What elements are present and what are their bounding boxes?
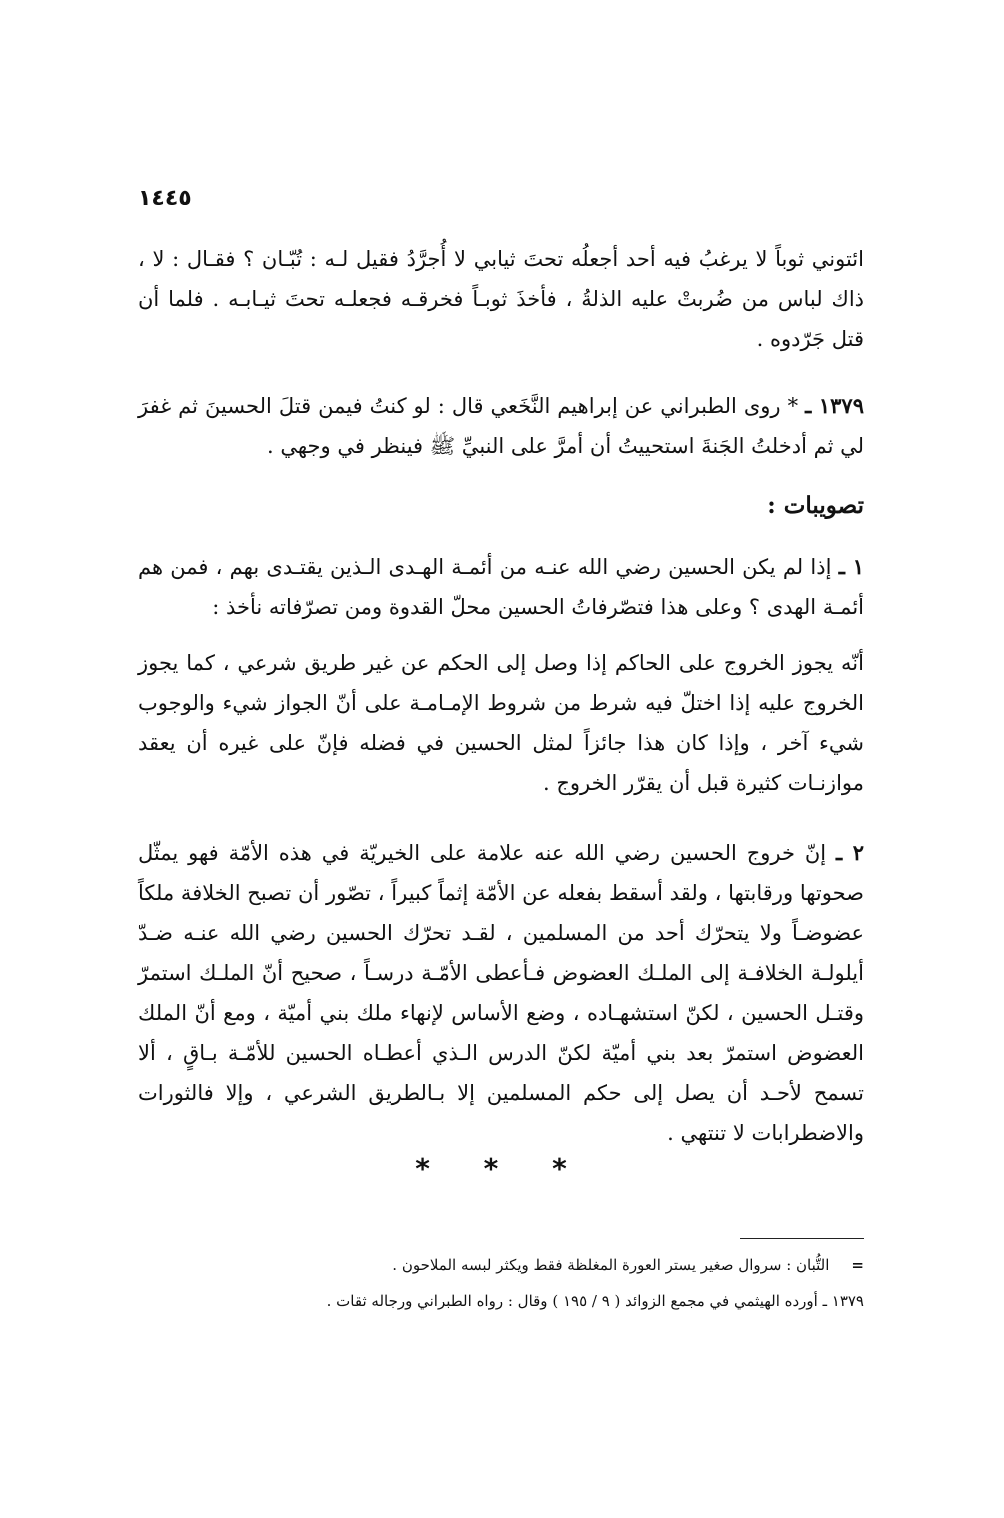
hadith-1379	[138, 386, 864, 466]
footnote-marker: =	[851, 1256, 864, 1274]
hadith-text: * روى الطبراني عن إبراهيم النَّخَعي قال : لو كنتُ فيمن قتلَ الحسينَ ثم غفرَ لي ثم أدخلتُ الجَنةَ استحييتُ أن أمرَّ على النبيِّ ﷺ فينظر في وجهي .	[138, 394, 864, 458]
section-heading: تصويبات :	[767, 492, 864, 519]
paragraph-text: ائتوني ثوباً لا يرغبُ فيه أحد أجعلُه تحتَ ثيابي لا أُجرَّدُ فقيل لـه : تُبّـان ؟ فقـال : لا ، ذاك لباس من ضُربتْ عليه الذلةُ ، فأخذَ ثوبـاً فخرقـه فجعلـه تحتَ ثيـابـه . فلما أن قتل جَرّدوه .	[138, 247, 865, 351]
correction-2	[138, 833, 864, 1153]
correction-text: إنّ خروج الحسين رضي الله عنه علامة على الخيريّة في هذه الأمّة فهو يمثّل صحوتها ورقابتها ، ولقد أسقط بفعله عن الأمّة إثماً كبيراً ، تصّور أن تصبح الخلافة ملكاً عضوضـاً ولا يتحرّك أحد من المسلمين ، لقـد تحرّك الحسين رضي الله عنـه ضـدّ أيلولـة الخلافـة إلى الملـك العضوض فـأعطى الأمّـة درسـاً ، صحيح أنّ الملـك استمرّ وقتـل الحسين ، لكنّ استشهـاده ، وضع الأساس لإنهاء ملك بني أميّة ، ومع أنّ الملك العضوض استمرّ بعد بني أميّة لكنّ الدرس الـذي أعطـاه الحسين للأمّـة بـاقٍ ، ألا تسمح لأحـد أن يصل إلى حكم المسلمين إلا بـالطريق الشرعي ، وإلا فالثورات والاضطرابات لا تنتهي .	[138, 841, 864, 1145]
correction-1-continuation	[138, 643, 864, 803]
footnote-rule	[740, 1238, 864, 1239]
section-separator: * * *	[415, 1152, 589, 1185]
correction-number: ٢ ـ	[836, 840, 864, 865]
hadith-number: ١٣٧٩ ـ	[805, 393, 864, 418]
footnote-text: التُّبان : سروال صغير يستر العورة المغلظة فقط ويكثر لبسه الملاحون .	[392, 1256, 830, 1274]
paragraph-text: أنّه يجوز الخروج على الحاكم إذا وصل إلى الحكم عن غير طريق شرعي ، كما يجوز الخروج عليه إذا اختلّ فيه شرط من شروط الإمـامـة على أنّ الجواز شيء والوجوب شيء آخر ، وإذا كان هذا جائزاً لمثل الحسين في فضله فإنّ على غيره أن يعقد موازنـات كثيرة قبل أن يقرّر الخروج .	[138, 651, 864, 795]
footnote	[138, 1254, 864, 1276]
correction-1	[138, 547, 864, 627]
page-number: ١٤٤٥	[138, 186, 192, 211]
paragraph-continuation	[138, 239, 864, 359]
correction-text: إذا لم يكن الحسين رضي الله عنـه من أئمـة الهـدى الـذين يقتـدى بهم ، فمن هم أئمـة الهدى ؟ وعلى هذا فتصّرفاتُ الحسين محلّ القدوة ومن تصرّفاته نأخذ :	[138, 555, 864, 619]
footnote	[138, 1290, 864, 1312]
footnote-text: ١٣٧٩ ـ أورده الهيثمي في مجمع الزوائد ( ٩ / ١٩٥ ) وقال : رواه الطبراني ورجاله ثقات .	[326, 1292, 864, 1310]
correction-number: ١ ـ	[838, 554, 864, 579]
